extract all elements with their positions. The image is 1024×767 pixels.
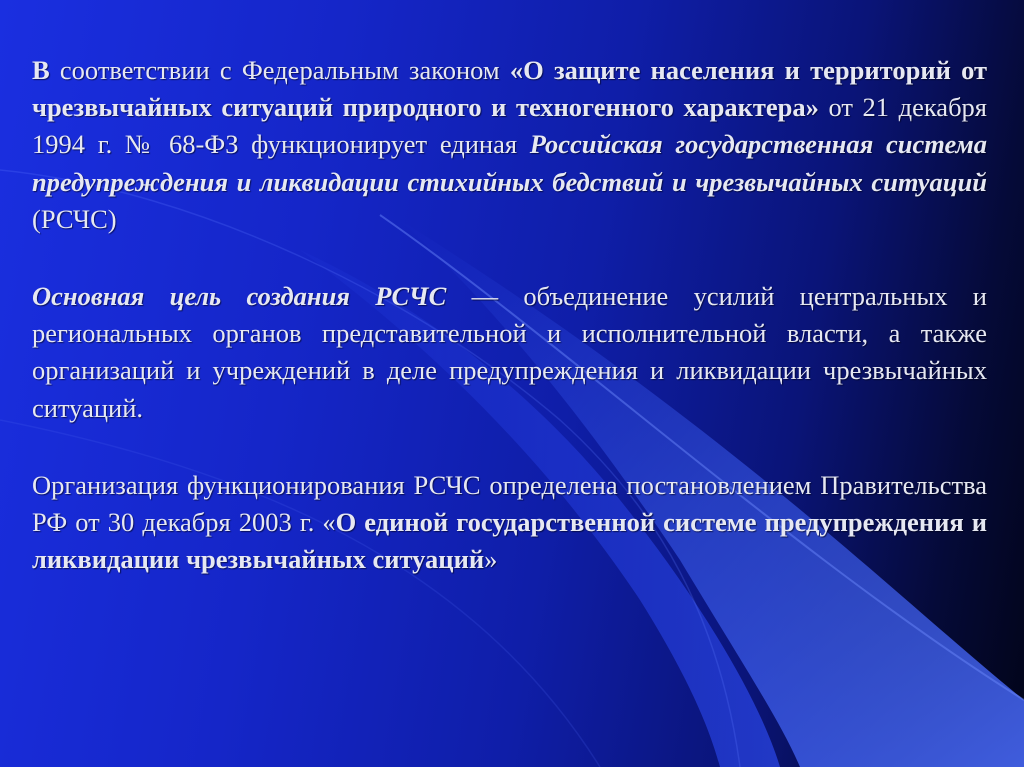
text-segment: В <box>32 55 50 85</box>
goal-heading: Основная цель создания РСЧС <box>32 281 447 312</box>
paragraph-law <box>32 52 987 238</box>
paragraph-organization <box>32 467 987 579</box>
resolution-title: О единой государственной системе предупреждения и ликвидации чрезвычайных ситуаций <box>32 507 987 575</box>
text-segment: от 21 декабря 1994 г. № 68-ФЗ функционирует единая <box>32 92 987 160</box>
text-segment: соответствии с Федеральным законом <box>49 55 510 85</box>
law-title: «О защите населения и территорий от чрезвычайных ситуаций природного и техногенного характера» <box>32 55 987 123</box>
text-segment: (РСЧС) <box>32 203 117 234</box>
text-segment: » <box>484 544 498 575</box>
paragraph-goal <box>32 278 987 427</box>
slide-text <box>32 52 987 578</box>
text-segment: Организация функционирования РСЧС определена постановлением Правительства РФ от 30 декабря 2003 г. « <box>32 469 987 538</box>
system-name: Российская государственная система предупреждения и ликвидации стихийных бедствий и чрезвычайных ситуаций <box>32 129 987 197</box>
text-segment: — объединение усилий центральных и региональных органов представительной и исполнительной власти, а также организаций и учреждений в деле предупреждения и ликвидации чрезвычайных ситуаций. <box>32 281 987 423</box>
